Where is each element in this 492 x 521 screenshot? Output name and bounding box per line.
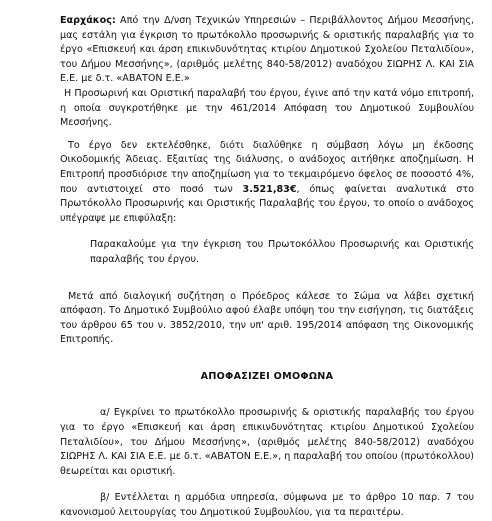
- introduction-text: Από την Δ/νση Τεχνικών Υπηρεσιών – Περιβάλλοντος Δήμου Μεσσήνης, μας εστάλη για έγκριση το πρωτόκολλο προσωρινής & οριστικής παραλαβής για το έργο «Επισκευή και άρση επικινδυνότητας κτιρίου Δημοτικού Σχολείου Πεταλιδίου», του Δήμου Μεσσήνης», (αριθμός μελέτης 840-58/2012) αναδόχου ΣΙΩΡΗΣ Λ. ΚΑΙ ΣΙΑ Ε.Ε. με δ.τ. «ΑΒΑΤΟΝ Ε.Ε.»: [60, 15, 474, 85]
- paragraph-compensation: [60, 139, 474, 227]
- paragraph-request-approval: Παρακαλούμε για την έγκριση του Πρωτοκόλλου Προσωρινής και Οριστικής παραλαβής του έργου.: [90, 239, 474, 265]
- decision-item-a: α/ Εγκρίνει το πρωτόκολλο προσωρινής & οριστικής παραλαβής του έργου για το έργο «Επισκευή και άρση επικινδυνότητας κτιρίου Δημοτικού Σχολείου Πεταλιδίου», του Δήμου Μεσσήνης», (αριθμός μελέτης 840-58/2012) αναδόχου ΣΙΩΡΗΣ Λ. ΚΑΙ ΣΙΑ Ε.Ε. με δ.τ. «ΑΒΑΤΟΝ Ε.Ε.», η παραλαβή του οποίου (πρωτόκολλου) θεωρείται και οριστική.: [60, 407, 474, 477]
- paragraph-discussion: Μετά από διαλογική συζήτηση ο Πρόεδρος κάλεσε το Σώμα να λάβει σχετική απόφαση. Το Δημοτικό Συμβούλιο αφού έλαβε υπόψη του την εισήγηση, τις διατάξεις του άρθρου 65 του ν. 3852/2010, την υπ' αριθ. 195/2014 απόφαση της Οικονομικής Επιτροπής.: [60, 290, 474, 346]
- decision-heading: ΑΠΟΦΑΣΙΖΕΙ ΟΜΟΦΩΝΑ: [200, 370, 334, 382]
- compensation-text-after: , όπως φαίνεται αναλυτικά στο Πρωτόκολλο Προσωρινής και Οριστικής Παραλαβής του έργου, το οποίο ο ανάδοχος υπέγραψε με επιφύλαξη:: [60, 183, 474, 224]
- compensation-text-before: Το έργο δεν εκτελέσθηκε, διότι διαλύθηκε η σύμβαση λόγω μη έκδοσης Οικοδομικής Άδειας. Εξαιτίας της διάλυσης, ο ανάδοχος αιτήθηκε αποζημίωση. Η Επιτροπή προσδιόρισε την αποζημίωση για το τεκμαιρόμενο όφελος σε ποσοστό 4%, που αντιστοιχεί στο ποσό των: [60, 139, 474, 195]
- paragraph-introduction: [60, 14, 474, 87]
- decision-item-b: β/ Εντέλλεται η αρμόδια υπηρεσία, σύμφωνα με το άρθρο 10 παρ. 7 του κανονισμού λειτουργίας του Δημοτικού Συμβουλίου, για τα περαιτέρω.: [60, 492, 474, 519]
- paragraph-acceptance-committee: Η Προσωρινή και Οριστική παραλαβή του έργου, έγινε από την κατά νόμο επιτροπή, η οποία συγκροτήθηκε με την 461/2014 Απόφαση του Δημοτικού Συμβουλίου Μεσσήνης.: [60, 87, 474, 129]
- speaker-label: Εαρχάκος:: [60, 15, 116, 26]
- compensation-amount: 3.521,83€: [242, 183, 297, 195]
